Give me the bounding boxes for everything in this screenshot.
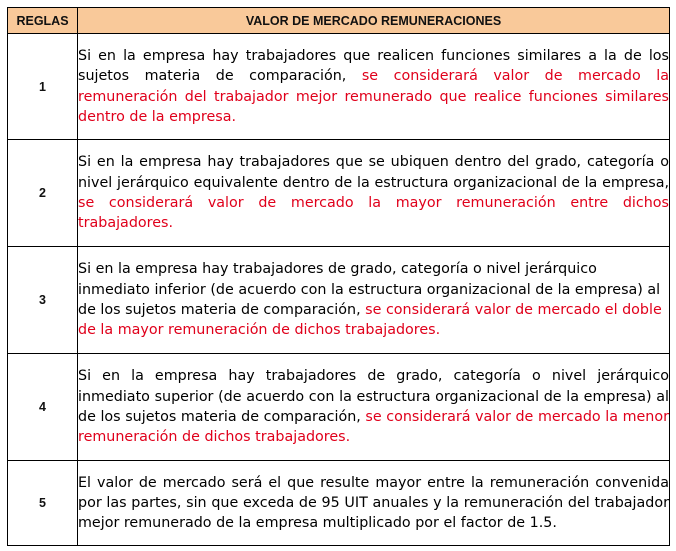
rule-number: 1 xyxy=(8,34,78,140)
rule-description xyxy=(78,247,670,354)
rule-text: El valor de mercado será el que resulte mayor entre la remuneración convenida por las partes, sin que exceda de 95 UIT anuales y la remuneración del trabajador mejor remunerado de la empresa multiplicado por el factor de 1.5. xyxy=(78,474,669,532)
rule-text: Si en la empresa hay trabajadores de grado, categoría o nivel jerárquico inmediato inferior (de acuerdo con la estructura organizacional de la empresa) al de los sujetos materia de comparación, xyxy=(78,261,661,318)
rule-number: 4 xyxy=(8,354,78,461)
table-row xyxy=(8,461,670,546)
rule-description xyxy=(78,140,670,247)
rule-highlight: se considerará valor de mercado la mayor remuneración entre dichos trabajadores. xyxy=(78,195,669,232)
rule-highlight: se considerará valor de mercado la remuneración del trabajador mejor remunerado que realice funciones similares dentro de la empresa. xyxy=(78,68,669,125)
table-header-row xyxy=(8,8,670,34)
rule-number: 2 xyxy=(8,140,78,247)
table-row xyxy=(8,247,670,354)
rule-number: 5 xyxy=(8,461,78,546)
rule-text: Si en la empresa hay trabajadores de grado, categoría o nivel jerárquico inmediato superior (de acuerdo con la estructura organizacional de la empresa) al de los sujetos materia de comparación, xyxy=(78,368,669,425)
rule-highlight: se considerará valor de mercado la menor remuneración de dichos trabajadores. xyxy=(78,409,669,446)
value-column-header: VALOR DE MERCADO REMUNERACIONES xyxy=(78,8,670,34)
rule-description xyxy=(78,34,670,140)
table-row xyxy=(8,34,670,140)
rule-description xyxy=(78,461,670,546)
rule-description xyxy=(78,354,670,461)
rule-text: Si en la empresa hay trabajadores que se ubiquen dentro del grado, categoría o nivel jerárquico equivalente dentro de la estructura organizacional de la empresa, xyxy=(78,154,669,191)
table-row xyxy=(8,354,670,461)
rule-highlight: se considerará valor de mercado el doble de la mayor remuneración de dichos trabajadores. xyxy=(78,302,662,339)
market-value-rules-table xyxy=(7,7,670,546)
rule-number: 3 xyxy=(8,247,78,354)
rules-column-header: REGLAS xyxy=(8,8,78,34)
rule-text: Si en la empresa hay trabajadores que realicen funciones similares a la de los sujetos materia de comparación, xyxy=(78,47,669,85)
table-row xyxy=(8,140,670,247)
